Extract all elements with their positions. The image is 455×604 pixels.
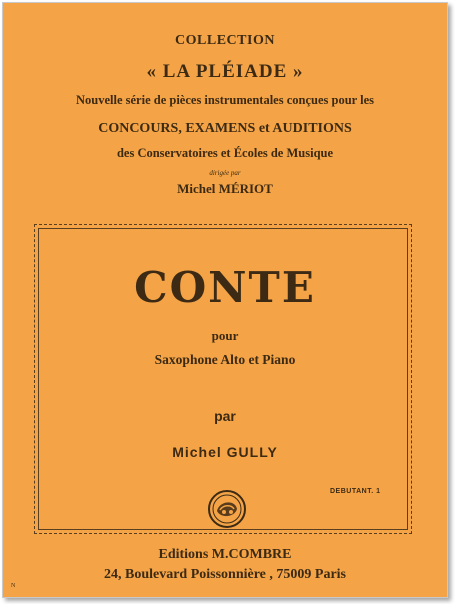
directed-by-label: dirigée par xyxy=(209,169,241,177)
composer-name: Michel GULLY xyxy=(172,444,278,460)
publisher-emblem-icon xyxy=(207,489,247,529)
par-label: par xyxy=(214,408,236,424)
series-subtitle: Nouvelle série de pièces instrumentales conçues pour les xyxy=(76,93,374,107)
catalog-ref: N xyxy=(11,583,16,589)
pour-label: pour xyxy=(211,328,239,343)
series-name: « LA PLÉIADE » xyxy=(146,61,304,82)
series-purpose: CONCOURS, EXAMENS et AUDITIONS xyxy=(98,121,352,136)
series-director: Michel MÉRIOT xyxy=(177,181,273,196)
publisher-address: 24, Boulevard Poissonnière , 75009 Paris xyxy=(103,567,347,582)
instrumentation: Saxophone Alto et Piano xyxy=(154,352,296,367)
score-cover xyxy=(2,2,448,598)
level-label: DEBUTANT. 1 xyxy=(330,488,381,495)
series-institutions: des Conservatoires et Écoles de Musique xyxy=(116,146,334,160)
publisher-name: Editions M.COMBRE xyxy=(158,547,292,562)
collection-label: COLLECTION xyxy=(175,33,275,48)
work-title: CONTE xyxy=(134,263,316,312)
